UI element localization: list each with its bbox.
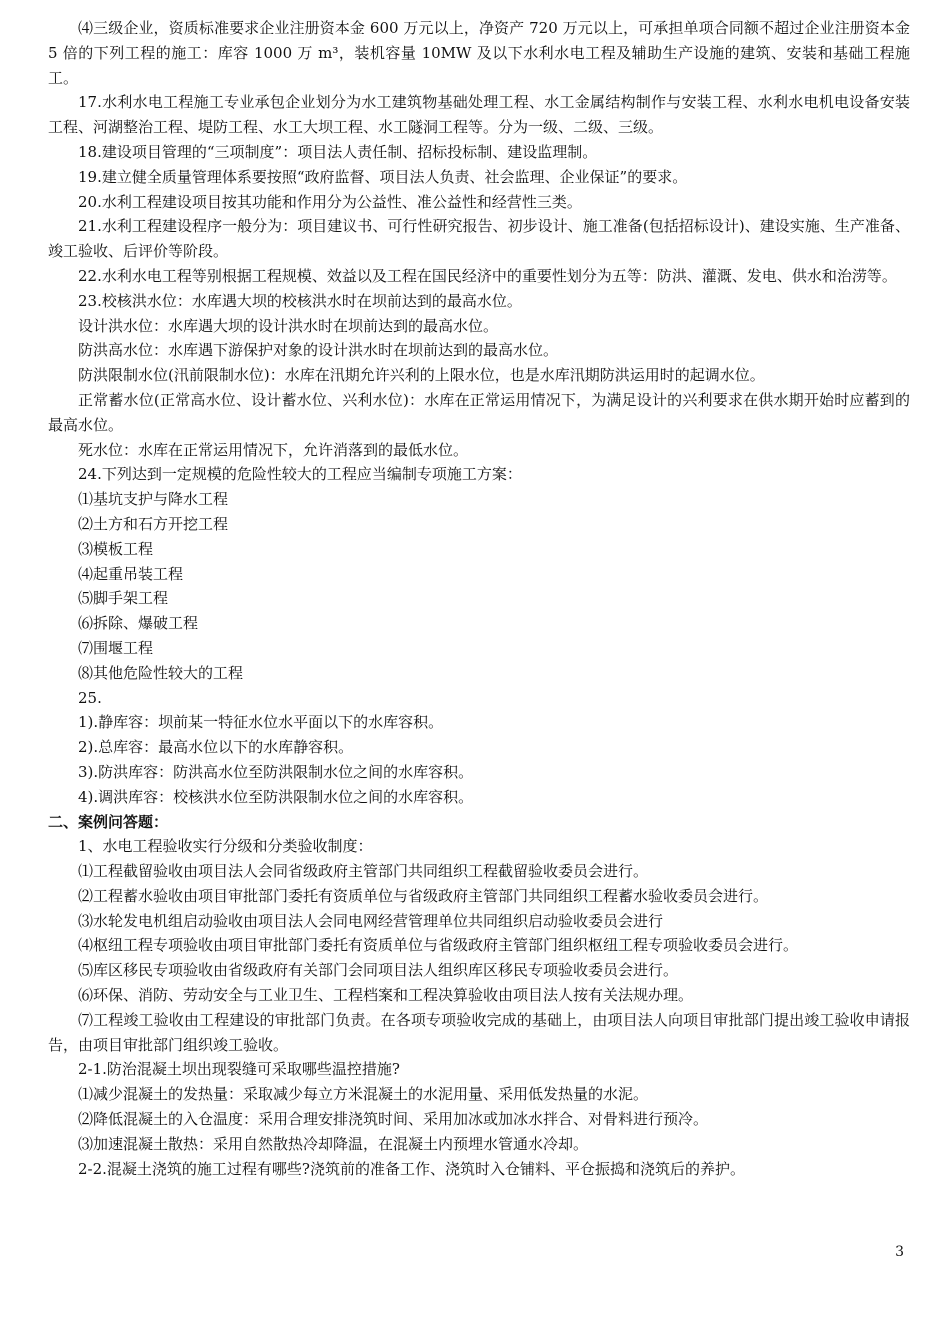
paragraph-case-1: 1、水电工程验收实行分级和分类验收制度： <box>78 837 373 856</box>
paragraph-flood-limit-level: 防洪限制水位(汛前限制水位)：水库在汛期允许兴利的上限水位，也是水库汛期防洪运用时的起调水位。 <box>78 366 765 385</box>
paragraph-grade3-enterprise: ⑷三级企业，资质标准要求企业注册资本金 600 万元以上，净资产 720 万元以上，可承担单项合同额不超过企业注册资本金 5 倍的下列工程的施工：库容 1000 万 m³，装机容量 10MW 及以下水利水电工程及辅助生产设施的建筑、安装和基础工程施工。 <box>48 19 910 87</box>
paragraph-item-24: 24.下列达到一定规模的危险性较大的工程应当编制专项施工方案： <box>78 465 522 484</box>
list-item: ⑷枢纽工程专项验收由项目审批部门委托有资质单位与省级政府主管部门组织枢纽工程专项验收委员会进行。 <box>78 936 799 955</box>
paragraph-case-2-1: 2-1.防治混凝土坝出现裂缝可采取哪些温控措施? <box>78 1060 400 1079</box>
list-item: 2).总库容：最高水位以下的水库静容积。 <box>78 738 354 757</box>
list-item: 4).调洪库容：校核洪水位至防洪限制水位之间的水库容积。 <box>78 787 474 806</box>
paragraph-item-19: 19.建立健全质量管理体系要按照“政府监督、项目法人负责、社会监理、企业保证”的要求。 <box>78 167 688 186</box>
list-item: 1).静库容：坝前某一特征水位水平面以下的水库容积。 <box>78 713 444 732</box>
list-item: 3).防洪库容：防洪高水位至防洪限制水位之间的水库容积。 <box>78 762 474 781</box>
list-item: ⑵土方和石方开挖工程 <box>78 514 229 533</box>
paragraph-item-17: 17.水利水电工程施工专业承包企业划分为水工建筑物基础处理工程、水工金属结构制作与安装工程、水利水电机电设备安装工程、河湖整治工程、堤防工程、水工大坝工程、水工隧洞工程等。分为一级、二级、三级。 <box>48 93 910 137</box>
list-item: ⑵工程蓄水验收由项目审批部门委托有资质单位与省级政府主管部门共同组织工程蓄水验收委员会进行。 <box>78 886 769 905</box>
paragraph-item-18: 18.建设项目管理的“三项制度”：项目法人责任制、招标投标制、建设监理制。 <box>78 142 598 161</box>
page-number: 3 <box>895 1244 904 1260</box>
list-item: ⑸脚手架工程 <box>78 589 169 608</box>
page-body <box>48 16 910 1181</box>
section-heading: 二、案例问答题： <box>48 812 169 831</box>
list-item: ⑷起重吊装工程 <box>78 564 184 583</box>
paragraph-item-23: 23.校核洪水位：水库遇大坝的校核洪水时在坝前达到的最高水位。 <box>78 291 522 310</box>
paragraph-flood-control-high-level: 防洪高水位：水库遇下游保护对象的设计洪水时在坝前达到的最高水位。 <box>78 341 559 360</box>
paragraph-dead-water-level: 死水位：水库在正常运用情况下，允许消落到的最低水位。 <box>78 440 469 459</box>
list-item: ⑸库区移民专项验收由省级政府有关部门会同项目法人组织库区移民专项验收委员会进行。 <box>78 961 679 980</box>
list-item: ⑶水轮发电机组启动验收由项目法人会同电网经营管理单位共同组织启动验收委员会进行 <box>78 911 664 930</box>
list-item: ⑴减少混凝土的发热量：采取减少每立方米混凝土的水泥用量、采用低发热量的水泥。 <box>78 1085 649 1104</box>
list-item: ⑺围堰工程 <box>78 638 154 657</box>
list-item: ⑴基坑支护与降水工程 <box>78 490 229 509</box>
list-item: ⑻其他危险性较大的工程 <box>78 663 244 682</box>
list-item: ⑴工程截留验收由项目法人会同省级政府主管部门共同组织工程截留验收委员会进行。 <box>78 862 649 881</box>
paragraph-design-flood-level: 设计洪水位：水库遇大坝的设计洪水时在坝前达到的最高水位。 <box>78 316 499 335</box>
list-item: ⑵降低混凝土的入仓温度：采用合理安排浇筑时间、采用加冰或加冰水拌合、对骨料进行预冷。 <box>78 1110 709 1129</box>
paragraph-item-20: 20.水利工程建设项目按其功能和作用分为公益性、准公益性和经营性三类。 <box>78 192 582 211</box>
list-item: ⑹环保、消防、劳动安全与工业卫生、工程档案和工程决算验收由项目法人按有关法规办理。 <box>78 986 694 1005</box>
list-item: ⑹拆除、爆破工程 <box>78 614 199 633</box>
paragraph-case-2-2: 2-2.混凝土浇筑的施工过程有哪些?浇筑前的准备工作、浇筑时入仓铺料、平仓振捣和浇筑后的养护。 <box>78 1159 745 1178</box>
paragraph-item-21: 21.水利工程建设程序一般分为：项目建议书、可行性研究报告、初步设计、施工准备(包括招标设计)、建设实施、生产准备、竣工验收、后评价等阶段。 <box>48 217 910 261</box>
list-item: ⑺工程竣工验收由工程建设的审批部门负责。在各项专项验收完成的基础上，由项目法人向项目审批部门提出竣工验收申请报告，由项目审批部门组织竣工验收。 <box>48 1010 910 1054</box>
list-item: ⑶加速混凝土散热：采用自然散热冷却降温，在混凝土内预埋水管通水冷却。 <box>78 1134 589 1153</box>
paragraph-item-25: 25. <box>78 688 102 707</box>
paragraph-normal-storage-level: 正常蓄水位(正常高水位、设计蓄水位、兴利水位)：水库在正常运用情况下，为满足设计的兴利要求在供水期开始时应蓄到的最高水位。 <box>48 390 910 434</box>
paragraph-item-22: 22.水利水电工程等别根据工程规模、效益以及工程在国民经济中的重要性划分为五等：防洪、灌溉、发电、供水和治涝等。 <box>78 266 897 285</box>
list-item: ⑶模板工程 <box>78 539 154 558</box>
